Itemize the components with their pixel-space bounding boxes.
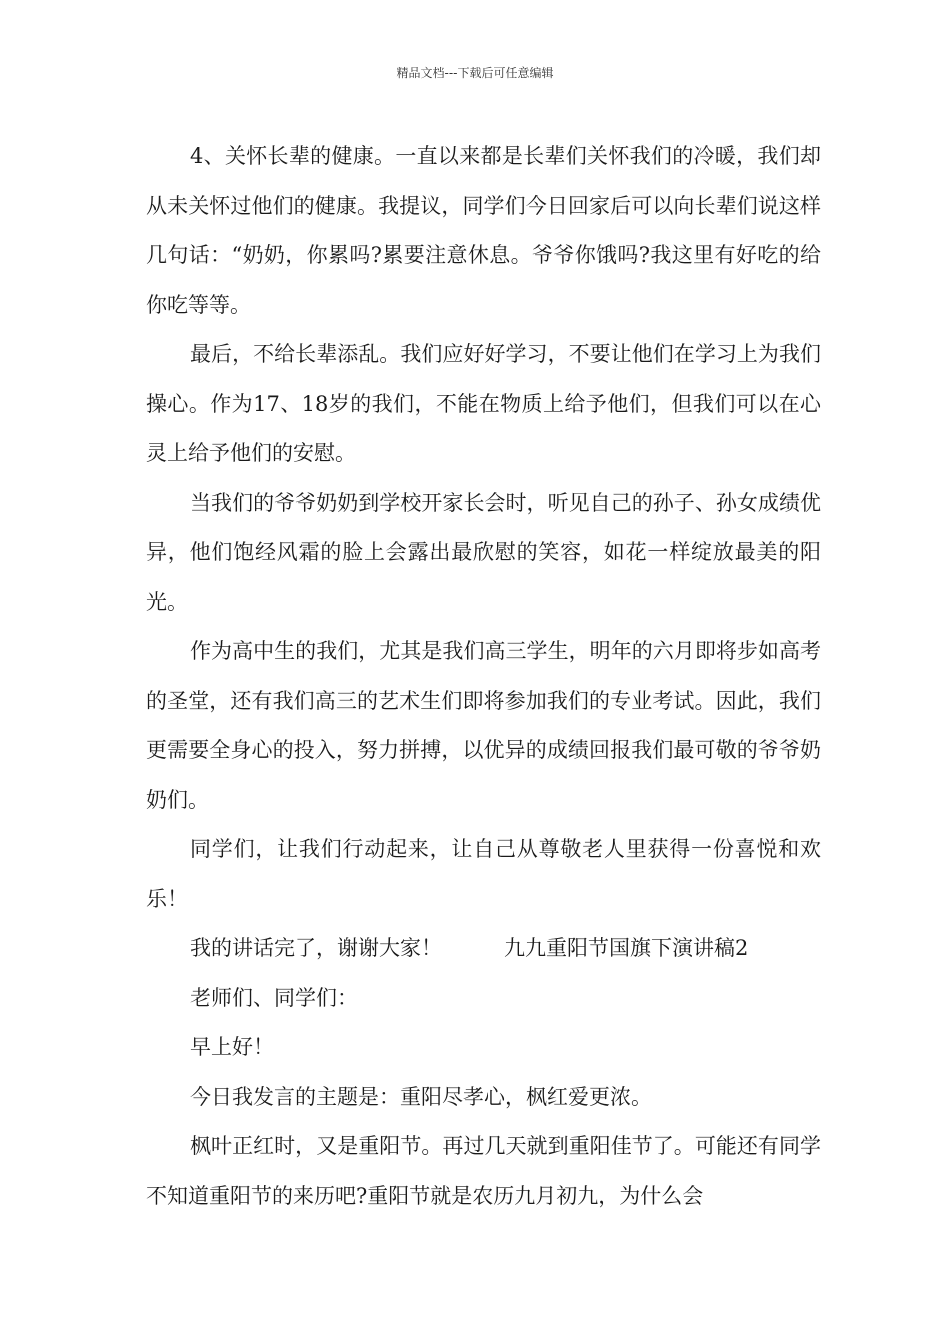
paragraph-greeting: 早上好！: [190, 1035, 274, 1059]
paragraph-theme: 今日我发言的主题是：重阳尽孝心，枫红爱更浓。: [190, 1084, 652, 1109]
paragraph-call-to-action: 同学们，让我们行动起来，让自己从尊敬老人里获得一份喜悦和欢乐！: [146, 837, 821, 911]
paragraph-double-ninth-origin: 枫叶正红时，又是重阳节。再过几天就到重阳佳节了。可能还有同学不知道重阳节的来历吧?重阳节就是农历九月初九，为什么会: [146, 1134, 821, 1208]
closing-remark: 我的讲话完了，谢谢大家！: [190, 936, 442, 960]
paragraph-care-elders-health: 4、关怀长辈的健康。一直以来都是长辈们关怀我们的冷暖，我们却从未关怀过他们的健康。我提议，同学们今日回家后可以向长辈们说这样几句话：“奶奶，你累吗?累要注意休息。爷爷你饿吗?我这里有好吃的给你吃等等。: [146, 144, 821, 317]
paragraph-no-trouble: 最后，不给长辈添乱。我们应好好学习，不要让他们在学习上为我们操心。作为17、18岁的我们，不能在物质上给予他们，但我们可以在心灵上给予他们的安慰。: [146, 342, 821, 465]
paragraph-salutation: 老师们、同学们：: [190, 985, 358, 1010]
speech-title: 九九重阳节国旗下演讲稿2: [504, 936, 749, 960]
paragraph-closing-and-title: [146, 924, 821, 974]
paragraph-parents-meeting: 当我们的爷爷奶奶到学校开家长会时，听见自己的孙子、孙女成绩优异，他们饱经风霜的脸上会露出最欣慰的笑容，如花一样绽放最美的阳光。: [146, 490, 821, 614]
page-header: 精品文档---下载后可任意编辑: [396, 66, 554, 80]
document-body: [146, 132, 821, 1221]
paragraph-senior-students: 作为高中生的我们，尤其是我们高三学生，明年的六月即将步如高考的圣堂，还有我们高三的艺术生们即将参加我们的专业考试。因此，我们更需要全身心的投入，努力拼搏，以优异的成绩回报我们最可敬的爷爷奶奶们。: [146, 639, 821, 812]
